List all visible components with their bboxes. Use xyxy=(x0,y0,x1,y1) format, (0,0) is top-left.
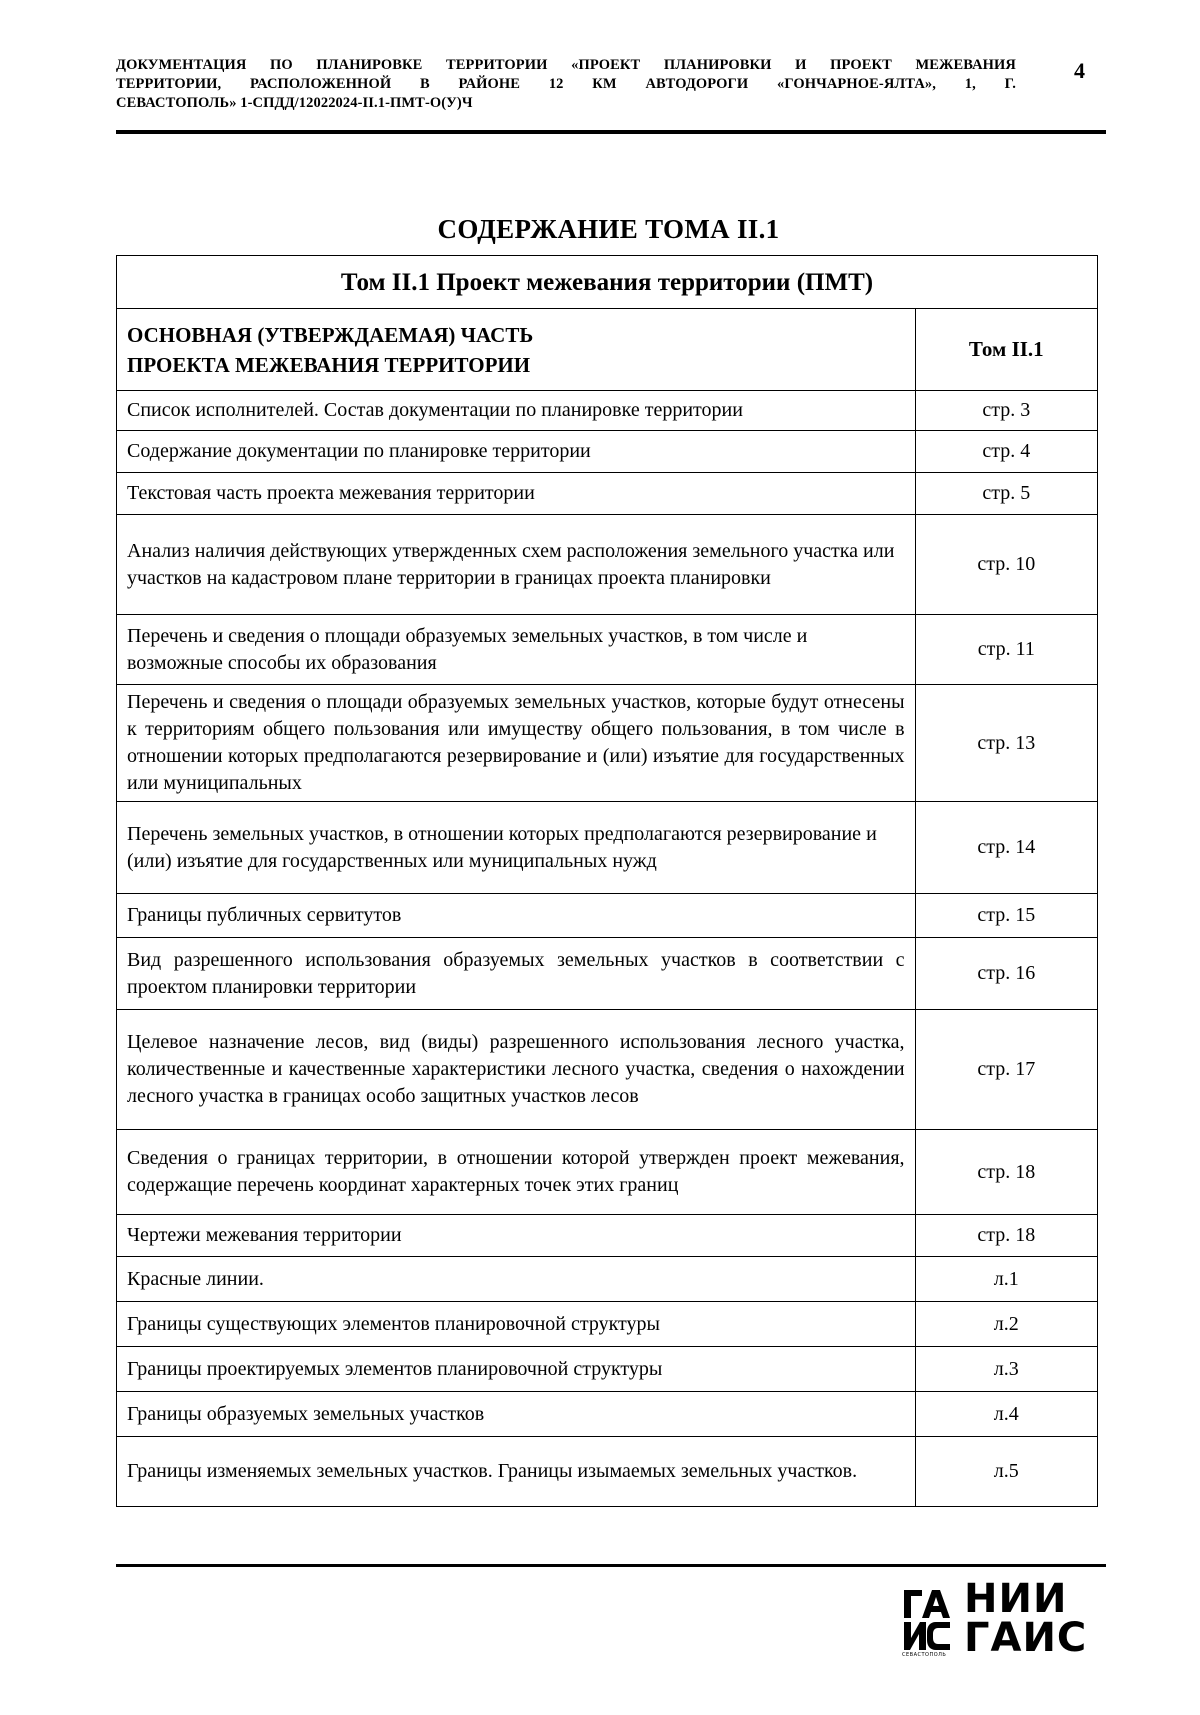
item-page: стр. 4 xyxy=(915,431,1097,473)
item-description: Красные линии. xyxy=(117,1257,916,1302)
volume-heading-row xyxy=(117,256,1098,309)
volume-heading: Том II.1 Проект межевания территории (ПМТ) xyxy=(117,256,1098,309)
table-row xyxy=(117,1302,1098,1347)
item-page: л.3 xyxy=(915,1347,1097,1392)
page-title: СОДЕРЖАНИЕ ТОМА II.1 xyxy=(437,214,780,244)
item-description: Сведения о границах территории, в отношении которой утвержден проект межевания, содержащие перечень координат характерных точек этих границ xyxy=(117,1130,916,1215)
table-row xyxy=(117,1130,1098,1215)
item-description: Границы образуемых земельных участков xyxy=(117,1392,916,1437)
table-row xyxy=(117,1010,1098,1130)
item-page: стр. 17 xyxy=(915,1010,1097,1130)
item-description: Границы существующих элементов планировочной структуры xyxy=(117,1302,916,1347)
item-description: Границы публичных сервитутов xyxy=(117,894,916,938)
document-header xyxy=(116,56,1016,113)
section-volume: Том II.1 xyxy=(915,309,1097,391)
item-description: Анализ наличия действующих утвержденных схем расположения земельного участка или участков на кадастровом плане территории в границах проекта планировки xyxy=(117,515,916,615)
table-row xyxy=(117,1392,1098,1437)
table-row xyxy=(117,938,1098,1010)
logo-wordmark xyxy=(964,1576,1088,1661)
item-page: стр. 14 xyxy=(915,802,1097,894)
item-page: л.4 xyxy=(915,1392,1097,1437)
section-row xyxy=(117,309,1098,391)
item-page: стр. 13 xyxy=(915,685,1097,802)
item-page: стр. 18 xyxy=(915,1215,1097,1257)
header-divider xyxy=(116,130,1106,134)
table-row xyxy=(117,473,1098,515)
contents-table xyxy=(116,255,1098,1507)
header-line: ТЕРРИТОРИИ, РАСПОЛОЖЕННОЙ В РАЙОНЕ 12 КМ АВТОДОРОГИ «ГОНЧАРНОЕ-ЯЛТА», 1, Г. xyxy=(116,76,1016,92)
header-line: ДОКУМЕНТАЦИЯ ПО ПЛАНИРОВКЕ ТЕРРИТОРИИ «ПРОЕКТ ПЛАНИРОВКИ И ПРОЕКТ МЕЖЕВАНИЯ xyxy=(116,57,1016,73)
table-row xyxy=(117,515,1098,615)
item-description: Содержание документации по планировке территории xyxy=(117,431,916,473)
table-row xyxy=(117,1347,1098,1392)
table-row xyxy=(117,431,1098,473)
item-page: стр. 5 xyxy=(915,473,1097,515)
item-page: стр. 15 xyxy=(915,894,1097,938)
table-row xyxy=(117,1215,1098,1257)
item-description: Перечень и сведения о площади образуемых земельных участков, в том числе и возможные способы их образования xyxy=(117,615,916,685)
table-row xyxy=(117,615,1098,685)
item-description: Текстовая часть проекта межевания территории xyxy=(117,473,916,515)
table-row xyxy=(117,802,1098,894)
section-title-line: ПРОЕКТА МЕЖЕВАНИЯ ТЕРРИТОРИИ xyxy=(127,352,531,377)
nii-gais-logo xyxy=(902,1576,1088,1661)
item-description: Границы проектируемых элементов планировочной структуры xyxy=(117,1347,916,1392)
item-page: стр. 11 xyxy=(915,615,1097,685)
item-page: л.5 xyxy=(915,1437,1097,1507)
item-page: стр. 10 xyxy=(915,515,1097,615)
item-description: Границы изменяемых земельных участков. Границы изымаемых земельных участков. xyxy=(117,1437,916,1507)
table-row xyxy=(117,1437,1098,1507)
logo-caption: СЕВАСТОПОЛЬ xyxy=(902,1652,947,1658)
section-title-line: ОСНОВНАЯ (УТВЕРЖДАЕМАЯ) ЧАСТЬ xyxy=(127,322,534,347)
item-description: Перечень земельных участков, в отношении которых предполагаются резервирование и (или) изъятие для государственных или муниципальных нужд xyxy=(117,802,916,894)
section-title xyxy=(117,309,916,391)
item-page: стр. 3 xyxy=(915,391,1097,431)
item-page: л.2 xyxy=(915,1302,1097,1347)
item-page: л.1 xyxy=(915,1257,1097,1302)
item-page: стр. 18 xyxy=(915,1130,1097,1215)
table-row xyxy=(117,391,1098,431)
logo-mark-icon xyxy=(902,1586,954,1656)
item-page: стр. 16 xyxy=(915,938,1097,1010)
item-description: Вид разрешенного использования образуемых земельных участков в соответствии с проектом планировки территории xyxy=(117,938,916,1010)
header-line: СЕВАСТОПОЛЬ» 1-СПДД/12022024-II.1-ПМТ-О(У)Ч xyxy=(116,95,473,111)
item-description: Список исполнителей. Состав документации по планировке территории xyxy=(117,391,916,431)
logo-line: ГАИС xyxy=(964,1615,1088,1661)
item-description: Перечень и сведения о площади образуемых земельных участков, которые будут отнесены к территориям общего пользования или имуществу общего пользования, в том числе в отношении которых предполагаются резервирование и (или) изъятие для государственных или муниципальных xyxy=(117,685,916,802)
item-description: Чертежи межевания территории xyxy=(117,1215,916,1257)
footer-divider xyxy=(116,1564,1106,1567)
table-row xyxy=(117,1257,1098,1302)
table-row xyxy=(117,685,1098,802)
item-description: Целевое назначение лесов, вид (виды) разрешенного использования лесного участка, количественные и качественные характеристики лесного участка, сведения о нахождении лесного участка в границах особо защитных участков лесов xyxy=(117,1010,916,1130)
logo-line: НИИ xyxy=(964,1576,1068,1622)
page-number: 4 xyxy=(1074,58,1085,83)
table-row xyxy=(117,894,1098,938)
